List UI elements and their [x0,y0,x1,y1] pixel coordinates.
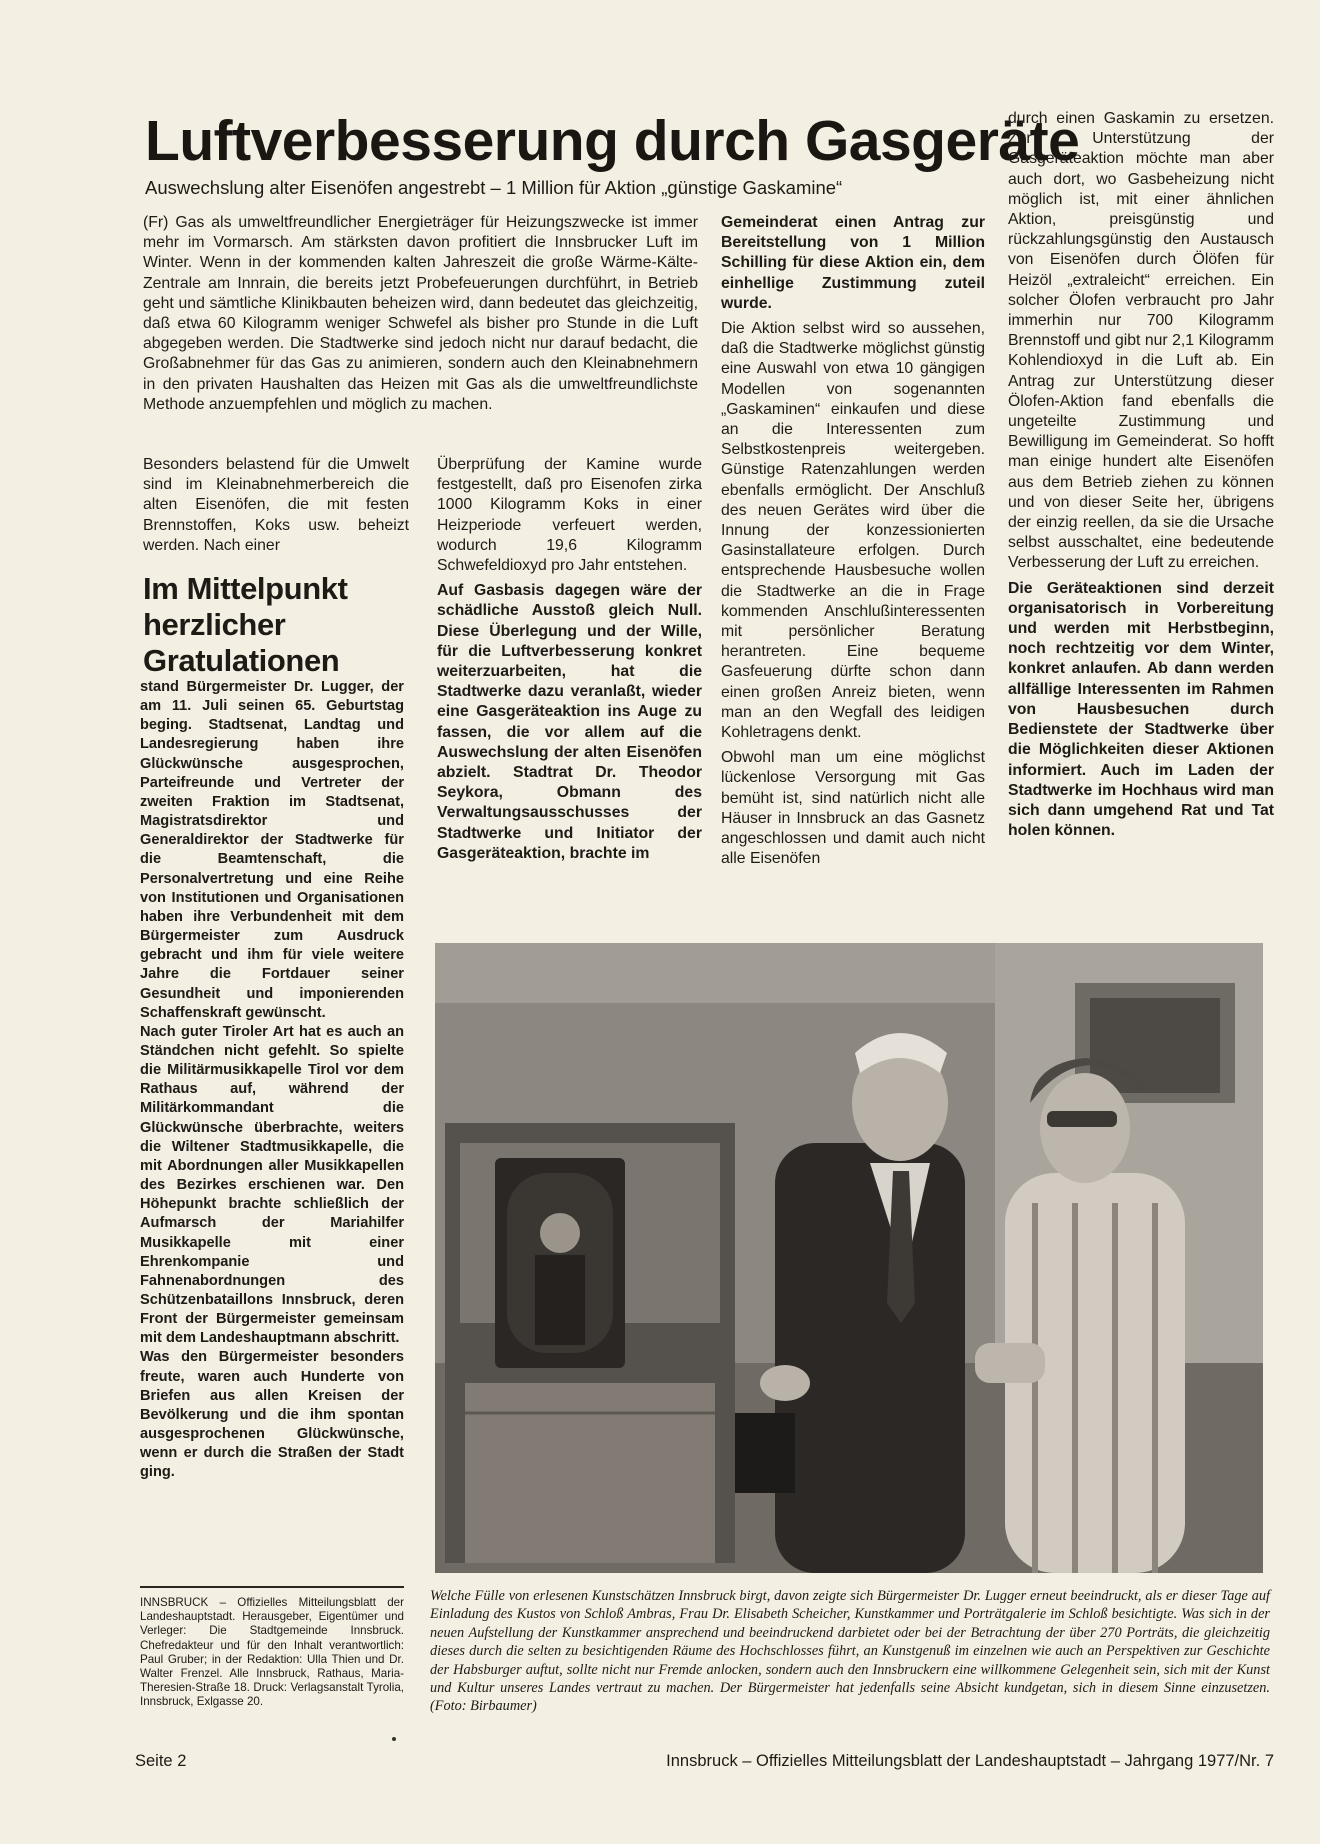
gas-article-intro [143,213,698,415]
imprint-end-dot [392,1737,396,1741]
subheadline: Auswechslung alter Eisenöfen angestrebt – 1 Million für Aktion „günstige Gaskamine“ [145,177,843,198]
gas-paragraph-b: Besonders belastend für die Umwelt sind im Kleinabnehmerbereich die alten Eisenöfen, die mit festen Brennstoffen, Koks usw. beheizt werden. Nach einer [143,456,409,554]
publication-footer: Innsbruck – Offizielles Mitteilungsblatt der Landeshauptstadt – Jahrgang 1977/Nr. 7 [666,1752,1274,1770]
gas-paragraph-c2: Auf Gasbasis dagegen wäre der schädliche Ausstoß gleich Null. Diese Überlegung und der Wille, für die Luftverbesserung konkret weiterzuarbeiten, hat die Stadtwerke dazu veranlaßt, wieder eine Gasgeräteaktion ins Auge zu fassen, die vor allem auf die Auswechslung der alten Eisenöfen abzielt. Stadtrat Dr. Theodor Seykora, Obmann des Verwaltungsausschusses der Stadtwerke und Initiator der Gasgeräteaktion, brachte im [437,582,702,862]
gas-intro-paragraph: (Fr) Gas als umweltfreundlicher Energieträger für Heizungszwecke ist immer mehr im Vormarsch. Am stärksten davon profitiert die Innsbrucker Luft im Winter. Wenn in der kommenden kalten Jahreszeit die große Wärme-Kälte-Zentrale am Innrain, die bereits jetzt Probefeuerungen durchführt, in Betrieb geht und sämtliche Klinikbauten beheizen wird, dann bedeutet das gleichzeitig, daß etwa 60 Kilogramm weniger Schwefel als bisher pro Stunde in die Luft abgegeben werden. Die Stadtwerke sind jedoch nicht nur darauf bedacht, die Großabnehmer für das Gas zu animieren, sondern auch den Kleinabnehmern in den privaten Haushalten das Heizen mit Gas als die umweltfreundlichste Methode anzuempfehlen und möglich zu machen. [143,214,698,413]
gas-paragraph-e1: durch einen Gaskamin zu ersetzen. Zur Unterstützung der Gasgeräteaktion möchte man aber auch dort, wo Gasbeheizung nicht möglich ist, mit einer ähnlichen Aktion, preisgünstig und rückzahlungsgünstig den Austausch von Eisenöfen durch Ölöfen für Heizöl „extraleicht“ erreichen. Ein solcher Ölofen verbraucht pro Jahr immerhin nur 700 Kilogramm Brennstoff und gibt nur 2,1 Kilogramm Kohlendioxyd in die Luft ab. Ein Antrag zur Unterstützung dieser Ölofen-Aktion fand ebenfalls die ungeteilte Zustimmung und Bewilligung im Gemeinderat. So hofft man einige hundert alte Eisenöfen aus dem Betrieb ziehen zu können und von dieser Seite her, übrigens der einzig reellen, da sie die Ursache selbst ausschaltet, eine bedeutende Verbesserung der Luft zu erreichen. [1008,110,1274,572]
gas-paragraph-d1: Gemeinderat einen Antrag zur Bereitstellung von 1 Million Schilling für diese Aktion ein, dem einhellige Zustimmung zuteil wurde. [721,214,985,312]
display-case [445,1123,735,1563]
gas-article-column-d [721,213,985,870]
birthday-article [140,678,404,1483]
photo-illustration [435,943,1263,1573]
birthday-paragraph-3: Was den Bürgermeister besonders freute, waren auch Hunderte von Briefen aus allen Kreisen der Bevölkerung und die ihm spontan ausgesprochenen Glückwünsche, wenn er durch die Straßen der Stadt ging. [140,1349,404,1481]
gas-article-column-e [1008,109,1274,841]
gas-paragraph-d3: Obwohl man um eine möglichst lückenlose Versorgung mit Gas bemüht ist, sind natürlich nicht alle Häuser in Innsbruck an das Gasnetz angeschlossen und damit auch nicht alle Eisenöfen [721,749,985,868]
gas-article-column-b [143,455,409,556]
page-number: Seite 2 [135,1752,187,1770]
imprint-divider [140,1586,404,1588]
imprint: INNSBRUCK – Offizielles Mitteilungsblatt der Landeshauptstadt. Herausgeber, Eigentümer und Verleger: Die Stadtgemeinde Innsbruck. Chefredakteur und für den Inhalt verantwortlich: Paul Gruber; in der Redaktion: Ulla Thien und Dr. Walter Frenzel. Alle Innsbruck, Rathaus, Maria-Theresien-Straße 18. Druck: Verlagsanstalt Tyrolia, Innsbruck, Exlgasse 20. [140,1596,404,1709]
birthday-paragraph-2: Nach guter Tiroler Art hat es auch an Ständchen nicht gefehlt. So spielte die Militärmusikkapelle Tirol vor dem Rathaus auf, während der Militärkommandant die Glückwünsche überbrachte, weiters die Wiltener Stadtmusikkapelle, die mit Abordnungen aller Musikkapellen des Bezirkes erschienen war. Den Höhepunkt brachte schließlich der Aufmarsch der Mariahilfer Musikkapelle mit einer Ehrenkompanie und Fahnenabordnungen des Schützenbataillons Innsbruck, deren Front der Bürgermeister gemeinsam mit dem Landeshauptmann abschritt. [140,1023,404,1347]
birthday-headline: Im Mittelpunkt herzlicher Gratulationen [143,571,348,678]
gas-article-column-c [437,455,702,864]
birthday-paragraph-1: stand Bürgermeister Dr. Lugger, der am 11. Juli seinen 65. Geburtstag beging. Stadtsenat, Landtag und Landesregierung haben ihre Glückwünsche ausgesprochen, Parteifreunde und Vertreter der zweiten Fraktion im Stadtsenat, Magistratsdirektor und Generaldirektor der Stadtwerke für die Beamtenschaft, die Personalvertretung und eine Reihe von Institutionen und Organisationen haben ihre Verbundenheit mit dem Bürgermeister zum Ausdruck gebracht und ihm für viele weitere Jahre die Fortdauer seiner Gesundheit und imponierenden Schaffenskraft gewünscht. [140,679,404,1021]
gas-paragraph-e2: Die Geräteaktionen sind derzeit organisatorisch in Vorbereitung und werden mit Herbstbeginn, noch rechtzeitig vor dem Winter, konkret anlaufen. Ab dann werden allfällige Interessenten im Rahmen von Hausbesuchen durch Bedienstete der Stadtwerke über die Möglichkeiten dieser Aktionen informiert. Auch im Laden der Stadtwerke im Hochhaus wird man sich dann umgehend Rat und Tat holen können. [1008,579,1274,840]
gas-paragraph-c1: Überprüfung der Kamine wurde festgestellt, daß pro Eisenofen zirka 1000 Kilogramm Koks in einer Heizperiode verfeuert werden, wodurch 19,6 Kilogramm Schwefeldioxyd pro Jahr entstehen. [437,456,702,575]
headline: Luftverbesserung durch Gasgeräte [145,109,1080,173]
gas-paragraph-d2: Die Aktion selbst wird so aussehen, daß die Stadtwerke möglichst günstig eine Auswahl von etwa 10 gängigen Modellen von sogenannten „Gaskaminen“ einkaufen und diese an die Interessenten zum Selbstkostenpreis weitergeben. Günstige Ratenzahlungen werden ebenfalls ermöglicht. Der Anschluß des neuen Gerätes wird über die Innung der konzessionierten Gasinstallateure erfolgen. Durch entsprechende Hausbesuche wollen die Stadtwerke an die in Frage kommenden Anschlußinteressenten mit persönlicher Beratung herantreten. Eine bequeme Gasfeuerung dürfte schon dann einen großen Anreiz bieten, wenn man an den Wegfall des leidigen Kohletragens denkt. [721,320,985,742]
photo-caption: Welche Fülle von erlesenen Kunstschätzen Innsbruck birgt, davon zeigte sich Bürgermeister Dr. Lugger erneut beeindruckt, als er dieser Tage auf Einladung des Kustos von Schloß Ambras, Frau Dr. Elisabeth Scheicher, Kunstkammer und Porträtgalerie im Schloß besichtigte. Was sich in der neuen Aufstellung der Kunstkammer ansprechend und beeindruckend darbietet oder bei der Betrachtung der über 270 Porträts, die gleichzeitig dieses durch die selten zu besichtigenden Räume des Hochschlosses führt, an Kunstgenuß im einzelnen wie auch an Perspektiven zur Geschichte der Habsburger auftut, sollte nicht nur Fremde anlocken, sondern auch den Innsbruckern eine willkommene Gelegenheit sein, sich mit der Kunst und Kultur unseres Landes vertraut zu machen. Der Bürgermeister hat jedenfalls seine Absicht kundgetan, sich in diesem Sinne einzusetzen. (Foto: Birbaumer) [430,1588,1270,1715]
museum-photo [435,943,1263,1573]
